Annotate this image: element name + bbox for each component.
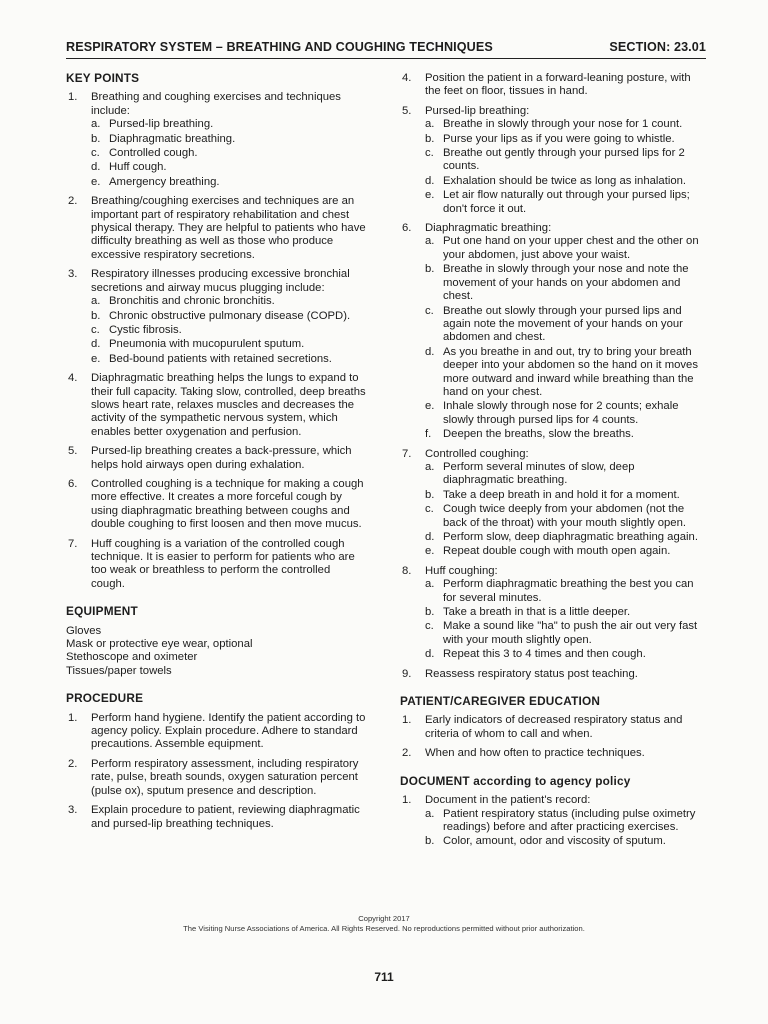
sub-item-letter: d. [91, 161, 101, 174]
sub-item-letter: b. [91, 309, 101, 322]
sub-list-item [425, 305, 706, 345]
copyright-line: Copyright 2017 [358, 914, 410, 923]
procedure-list-part-1 [66, 712, 366, 831]
sub-item-letter: a. [91, 295, 101, 308]
item-text: Pursed-lip breathing creates a back-pressure, which helps hold airways open during exhalation. [91, 445, 352, 471]
item-number: 7. [68, 537, 78, 550]
sub-list-item [425, 461, 706, 488]
sub-item-letter: d. [425, 648, 435, 661]
sub-item-text: Cough twice deeply from your abdomen (not the back of the throat) with your mouth slightly open. [443, 503, 687, 529]
document-section [400, 775, 706, 849]
sub-item-text: Bed-bound patients with retained secretions. [109, 352, 332, 365]
sub-list-item [91, 353, 366, 366]
item-text: Pursed-lip breathing: [425, 104, 530, 117]
sub-item-letter: c. [425, 503, 434, 516]
sub-list-item [425, 503, 706, 530]
equipment-item: Gloves [66, 624, 102, 637]
list-item [400, 714, 706, 741]
list-item [400, 222, 706, 442]
sub-item-text: Diaphragmatic breathing. [109, 132, 236, 145]
sub-list-item [425, 545, 706, 558]
left-column [66, 72, 366, 837]
item-text: Explain procedure to patient, reviewing diaphragmatic and pursed-lip breathing techniques. [91, 804, 360, 830]
equipment-heading: EQUIPMENT [66, 604, 138, 619]
equipment-item: Tissues/paper towels [66, 664, 172, 677]
procedure-section [66, 692, 366, 831]
sub-list-item [91, 133, 366, 146]
list-item [66, 195, 366, 262]
equipment-list [66, 625, 366, 679]
sub-item-letter: e. [91, 175, 101, 188]
procedure-heading: PROCEDURE [66, 691, 144, 706]
sub-list-item [91, 161, 366, 174]
right-column [400, 72, 706, 855]
list-item [400, 747, 706, 760]
sub-item-letter: c. [425, 304, 434, 317]
item-number: 5. [402, 104, 412, 117]
header-title: RESPIRATORY SYSTEM – BREATHING AND COUGHING TECHNIQUES [66, 40, 493, 54]
sub-item-text: Breathe in slowly through your nose for 1 count. [443, 118, 683, 131]
item-number: 6. [68, 477, 78, 490]
sub-item-letter: d. [425, 345, 435, 358]
sub-list [425, 235, 706, 441]
item-text: Early indicators of decreased respiratory status and criteria of whom to call and when. [425, 714, 683, 740]
sub-list-item [91, 176, 366, 189]
sub-item-letter: a. [425, 118, 435, 131]
sub-item-text: Exhalation should be twice as long as inhalation. [443, 174, 687, 187]
item-number: 1. [402, 714, 412, 727]
item-number: 3. [68, 268, 78, 281]
sub-item-letter: d. [425, 531, 435, 543]
sub-item-letter: d. [91, 338, 101, 351]
sub-list-item [425, 263, 706, 303]
item-number: 4. [68, 372, 78, 385]
sub-item-letter: c. [91, 323, 100, 336]
list-item [66, 758, 366, 798]
sub-list [425, 118, 706, 216]
list-item [66, 268, 366, 366]
list-item [400, 794, 706, 849]
item-number: 4. [402, 72, 412, 84]
sub-item-text: Pneumonia with mucopurulent sputum. [109, 338, 305, 351]
item-text: Breathing/coughing exercises and techniques are an important part of respiratory rehabilitation and chest physical therapy. They are helpful to patients who have difficulty breathing as well as those who produce excessive respiratory secretions. [91, 195, 366, 261]
sub-list-item [425, 835, 706, 848]
sub-item-letter: b. [425, 835, 435, 848]
sub-list-item [425, 400, 706, 427]
sub-list [91, 118, 366, 189]
sub-item-text: Perform slow, deep diaphragmatic breathing again. [443, 531, 698, 543]
sub-list-item [91, 118, 366, 131]
sub-item-letter: a. [91, 118, 101, 131]
sub-list-item [425, 118, 706, 131]
item-text: Huff coughing: [425, 564, 498, 577]
equipment-item: Mask or protective eye wear, optional [66, 638, 253, 651]
list-item [400, 105, 706, 216]
sub-item-letter: a. [425, 460, 435, 473]
sub-list-item [425, 189, 706, 216]
list-item [66, 445, 366, 472]
sub-item-text: Perform diaphragmatic breathing the best you can for several minutes. [443, 578, 694, 604]
education-list [400, 714, 706, 760]
list-item [66, 478, 366, 532]
sub-item-letter: b. [425, 263, 435, 276]
sub-item-letter: d. [425, 174, 435, 187]
item-text: Perform respiratory assessment, including respiratory rate, pulse, breath sounds, oxygen saturation percent (pulse ox), sputum presence and description. [91, 757, 359, 797]
item-text: Respiratory illnesses producing excessive bronchial secretions and airway mucus plugging include: [91, 268, 350, 294]
item-text: Perform hand hygiene. Identify the patient according to agency policy. Explain procedure. Adhere to standard precautions. Assemble equipment. [91, 711, 366, 751]
copyright-footer [0, 914, 768, 934]
sub-item-text: Bronchitis and chronic bronchitis. [109, 295, 275, 308]
document-list [400, 794, 706, 849]
item-number: 1. [68, 711, 78, 724]
sub-item-text: Take a breath in that is a little deeper. [443, 606, 631, 619]
sub-item-text: Breathe out slowly through your pursed lips and again note the movement of your hands on your abdomen and chest. [443, 304, 683, 344]
item-number: 5. [68, 445, 78, 458]
sub-list-item [425, 606, 706, 619]
item-text: Reassess respiratory status post teaching. [425, 667, 638, 680]
sub-item-text: Chronic obstructive pulmonary disease (COPD). [109, 309, 351, 322]
sub-item-letter: a. [425, 235, 435, 248]
sub-list-item [91, 295, 366, 308]
sub-list-item [91, 310, 366, 323]
sub-item-text: Breathe in slowly through your nose and note the movement of your hands on your abdomen and chest. [443, 263, 689, 303]
sub-item-text: Pursed-lip breathing. [109, 118, 214, 131]
education-section [400, 695, 706, 761]
sub-list-item [425, 648, 706, 661]
sub-item-letter: e. [425, 189, 435, 202]
sub-item-letter: a. [425, 578, 435, 591]
equipment-section [66, 605, 366, 678]
sub-item-text: Inhale slowly through nose for 2 counts; exhale slowly through pursed lips for 4 counts. [443, 400, 679, 426]
item-number: 1. [402, 794, 412, 807]
sub-item-text: Repeat double cough with mouth open again. [443, 545, 671, 558]
item-text: Document in the patient's record: [425, 794, 591, 807]
page-number: 711 [374, 970, 394, 984]
sub-item-text: Deepen the breaths, slow the breaths. [443, 428, 634, 441]
item-number: 6. [402, 222, 412, 235]
document-heading: DOCUMENT according to agency policy [400, 773, 631, 788]
sub-list-item [91, 324, 366, 337]
sub-item-letter: b. [425, 488, 435, 501]
sub-item-text: Perform several minutes of slow, deep diaphragmatic breathing. [443, 460, 635, 487]
item-number: 9. [402, 667, 412, 680]
sub-list-item [91, 147, 366, 160]
sub-list-item [425, 578, 706, 605]
item-number: 2. [68, 757, 78, 770]
list-item [66, 372, 366, 439]
sub-item-text: Breathe out gently through your pursed lips for 2 counts. [443, 147, 685, 173]
sub-list-item [425, 531, 706, 544]
sub-item-letter: e. [425, 400, 435, 413]
sub-item-letter: e. [425, 545, 435, 558]
sub-item-text: Huff cough. [109, 161, 167, 174]
list-item [66, 538, 366, 592]
sub-list-item [425, 147, 706, 174]
item-text: Position the patient in a forward-leaning posture, with the feet on floor, tissues in hand. [425, 72, 691, 98]
sub-list [425, 461, 706, 559]
education-heading: PATIENT/CAREGIVER EDUCATION [400, 694, 601, 709]
item-text: Controlled coughing is a technique for making a cough more effective. It creates a more forceful cough by using diaphragmatic breathing between coughs and double coughing to first loosen and then move mucus. [91, 477, 364, 531]
sub-item-letter: b. [425, 606, 435, 619]
list-item [400, 565, 706, 662]
sub-item-letter: e. [91, 352, 101, 365]
sub-item-text: Controlled cough. [109, 147, 198, 160]
key-points-heading: KEY POINTS [66, 71, 140, 85]
sub-item-text: Repeat this 3 to 4 times and then cough. [443, 648, 646, 661]
sub-item-letter: a. [425, 807, 435, 820]
sub-list-item [425, 235, 706, 262]
sub-item-letter: b. [425, 132, 435, 145]
list-item [400, 72, 706, 99]
sub-item-text: Amergency breathing. [109, 175, 220, 188]
sub-list-item [425, 346, 706, 400]
item-number: 3. [68, 804, 78, 817]
list-item [400, 448, 706, 559]
sub-list-item [425, 620, 706, 647]
item-text: Controlled coughing: [425, 447, 529, 460]
sub-item-text: Cystic fibrosis. [109, 323, 182, 336]
sub-item-letter: c. [425, 620, 434, 633]
sub-item-text: Purse your lips as if you were going to whistle. [443, 132, 675, 145]
key-points-list [66, 91, 366, 591]
sub-list-item [425, 175, 706, 188]
sub-item-letter: c. [91, 147, 100, 160]
item-number: 7. [402, 447, 412, 460]
sub-item-text: Let air flow naturally out through your pursed lips; don't force it out. [443, 189, 690, 215]
item-number: 1. [68, 91, 78, 104]
item-text: Diaphragmatic breathing: [425, 222, 552, 235]
sub-list-item [91, 338, 366, 351]
item-text: When and how often to practice techniques. [425, 747, 645, 760]
list-item [66, 712, 366, 752]
sub-item-text: Patient respiratory status (including pulse oximetry readings) before and after practicing exercises. [443, 807, 696, 833]
sub-list-item [425, 428, 706, 441]
sub-list-item [425, 489, 706, 502]
sub-item-text: Take a deep breath in and hold it for a moment. [443, 488, 680, 501]
copyright-notice: The Visiting Nurse Associations of America. All Rights Reserved. No reproductions permitted without prior authorization. [183, 924, 585, 933]
procedure-list-part-2 [400, 72, 706, 681]
sub-list-item [425, 133, 706, 146]
sub-list-item [425, 808, 706, 835]
sub-list [425, 808, 706, 849]
sub-item-letter: c. [425, 147, 434, 160]
sub-list [425, 578, 706, 661]
item-text: Huff coughing is a variation of the controlled cough technique. It is easier to perform for patients who are too weak or breathless to perform the controlled cough. [91, 537, 355, 590]
sub-item-text: Put one hand on your upper chest and the other on your abdomen, just above your waist. [443, 235, 699, 261]
sub-item-text: Make a sound like "ha" to push the air out very fast with your mouth slightly open. [443, 620, 698, 646]
sub-item-letter: f. [425, 428, 432, 441]
sub-item-letter: b. [91, 132, 101, 145]
list-item [66, 804, 366, 831]
equipment-item: Stethoscope and oximeter [66, 651, 198, 664]
page-header [66, 40, 706, 59]
sub-item-text: Color, amount, odor and viscosity of sputum. [443, 835, 666, 848]
item-text: Diaphragmatic breathing helps the lungs to expand to their full capacity. Taking slow, controlled, deep breaths slows heart rate, relaxes muscles and decreases the activity of the sympathetic nervous system, which enables better oxygenation and perfusion. [91, 372, 366, 438]
item-number: 8. [402, 564, 412, 577]
item-number: 2. [68, 195, 78, 208]
list-item [66, 91, 366, 189]
list-item [400, 668, 706, 681]
section-number: SECTION: 23.01 [609, 40, 706, 54]
sub-item-text: As you breathe in and out, try to bring your breath deeper into your abdomen so the hand on it moves more outward and inward while breathing than the hand on your chest. [443, 345, 698, 398]
item-number: 2. [402, 747, 412, 760]
sub-list [91, 295, 366, 366]
item-text: Breathing and coughing exercises and techniques include: [91, 91, 341, 117]
